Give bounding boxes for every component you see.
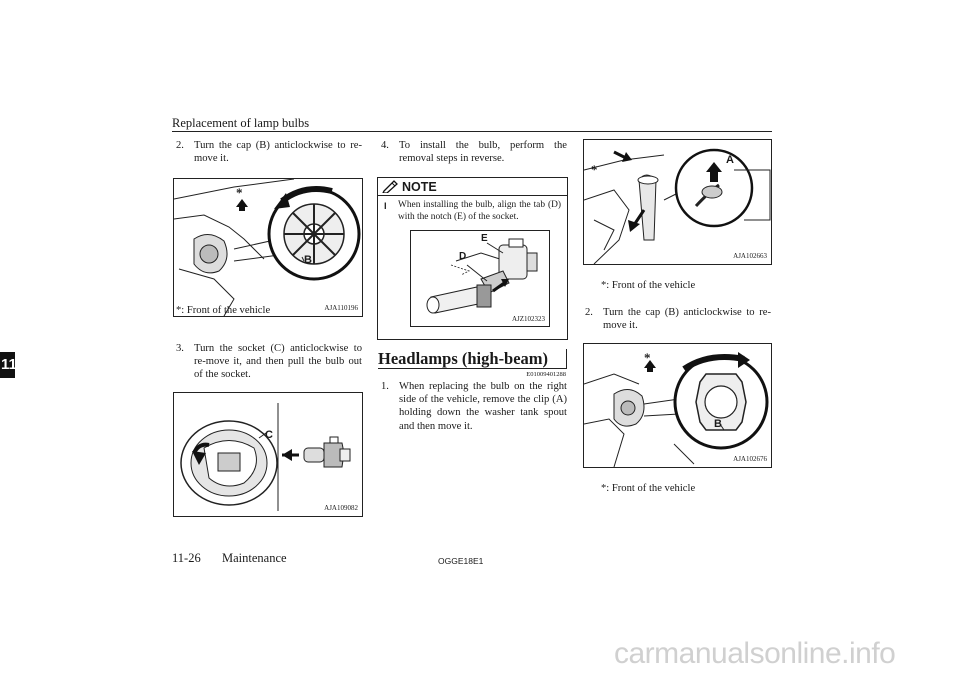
label-c: C	[265, 429, 273, 441]
chapter-tab: 11	[0, 352, 15, 378]
step-number: 1.	[381, 381, 389, 392]
step-text: Turn the socket (C) anticlockwise to re-move it, and then pull the bulb out of the socket.	[194, 343, 362, 381]
figure-code: AJZ102323	[511, 315, 545, 323]
tab-notch-illustration	[411, 231, 549, 326]
footer-doc-code: OGGE18E1	[438, 556, 484, 566]
header-rule	[172, 131, 772, 132]
label-d: D	[459, 251, 467, 262]
figure-tab-notch	[410, 230, 550, 327]
label-a: A	[726, 154, 734, 166]
clip-removal-illustration	[584, 140, 771, 264]
figure-cap-removal	[173, 178, 363, 317]
figure-code: AJA102663	[733, 252, 767, 260]
figure-socket-removal	[173, 392, 363, 517]
star-label: *	[591, 162, 598, 177]
note-box	[377, 177, 568, 340]
note-header	[378, 178, 567, 196]
step-1-mid	[381, 380, 567, 433]
step-number: 4.	[381, 140, 389, 151]
figure-code: AJA109082	[324, 504, 358, 512]
figure-clip-removal	[583, 139, 772, 265]
caption-front-vehicle: *: Front of the vehicle	[176, 305, 271, 316]
step-text: To install the bulb, perform the removal steps in reverse.	[399, 140, 567, 165]
step-2-right	[585, 306, 771, 332]
cap-removal-right-illustration	[584, 344, 771, 467]
step-text: When replacing the bulb on the right side of the vehicle, remove the clip (A) holding down the washer tank spout and then move it.	[399, 381, 567, 432]
caption-front-vehicle: *: Front of the vehicle	[601, 280, 696, 291]
section-code: E01009401288	[526, 371, 566, 378]
figure-code: AJA102676	[733, 455, 767, 463]
note-label: NOTE	[402, 179, 437, 194]
step-number: 3.	[176, 343, 184, 354]
footer-page-number: 11-26	[172, 551, 201, 565]
step-number: 2.	[176, 140, 184, 151]
label-b: B	[304, 254, 312, 266]
footer-section: Maintenance	[222, 551, 287, 565]
note-item	[384, 200, 561, 223]
star-label: *	[644, 350, 651, 365]
running-header: Replacement of lamp bulbs	[172, 116, 310, 130]
step-4-mid	[381, 139, 567, 165]
bullet-icon: l	[384, 200, 387, 211]
label-b: B	[714, 418, 722, 430]
step-2-left	[176, 139, 362, 165]
figure-code: AJA110196	[324, 304, 358, 312]
label-e: E	[481, 233, 488, 244]
note-text: When installing the bulb, align the tab (D) with the notch (E) of the socket.	[398, 200, 561, 222]
watermark: carmanualsonline.info	[614, 637, 896, 670]
section-rule-vertical	[566, 349, 567, 369]
cap-removal-illustration	[174, 179, 362, 316]
section-rule	[378, 368, 566, 369]
step-number: 2.	[585, 307, 593, 318]
note-pencil-icon	[382, 180, 398, 193]
step-text: Turn the cap (B) anticlockwise to re-move it.	[194, 140, 362, 165]
step-3-left	[176, 342, 362, 382]
caption-front-vehicle: *: Front of the vehicle	[601, 483, 696, 494]
section-title: Headlamps (high-beam)	[378, 349, 549, 368]
socket-removal-illustration	[174, 393, 362, 516]
step-text: Turn the cap (B) anticlockwise to re-move it.	[603, 307, 771, 332]
figure-cap-removal-right	[583, 343, 772, 468]
star-label: *	[236, 185, 243, 200]
